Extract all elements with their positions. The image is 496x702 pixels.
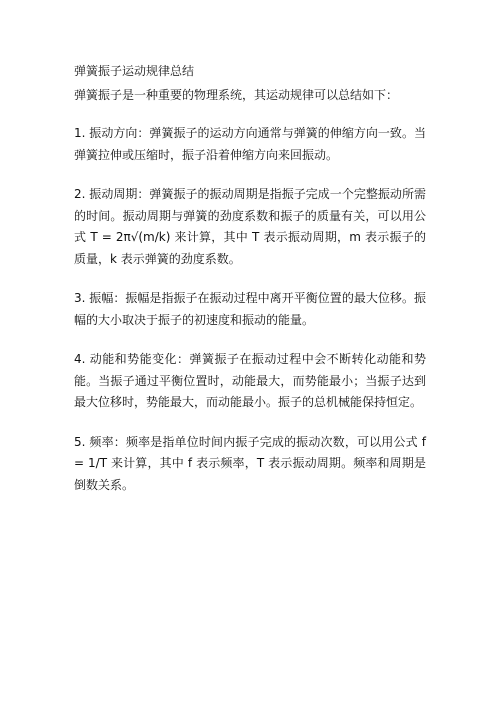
section-vibration-period: 2. 振动周期：弹簧振子的振动周期是指振子完成一个完整振动所需的时间。振动周期与弹簧的劲度系数和振子的质量有关，可以用公式 T = 2π√(m/k) 来计算，其中 T 表示振动周期，m 表示振子的质量，k 表示弹簧的劲度系数。: [74, 187, 426, 266]
intro-paragraph: 弹簧振子是一种重要的物理系统，其运动规律可以总结如下：: [74, 88, 399, 102]
document-title: 弹簧振子运动规律总结: [74, 64, 195, 78]
section-vibration-direction: 1. 振动方向：弹簧振子的运动方向通常与弹簧的伸缩方向一致。当弹簧拉伸或压缩时，振子沿着伸缩方向来回振动。: [74, 126, 426, 162]
section-energy-change: 4. 动能和势能变化：弹簧振子在振动过程中会不断转化动能和势能。当振子通过平衡位置时，动能最大，而势能最小；当振子达到最大位移时，势能最大，而动能最小。振子的总机械能保持恒定。: [74, 352, 426, 409]
section-amplitude: 3. 振幅：振幅是指振子在振动过程中离开平衡位置的最大位移。振幅的大小取决于振子的初速度和振动的能量。: [74, 291, 426, 327]
document-page: [74, 62, 426, 514]
section-frequency: 5. 频率：频率是指单位时间内振子完成的振动次数，可以用公式 f = 1/T 来计算，其中 f 表示频率，T 表示振动周期。频率和周期是倒数关系。: [74, 434, 426, 492]
